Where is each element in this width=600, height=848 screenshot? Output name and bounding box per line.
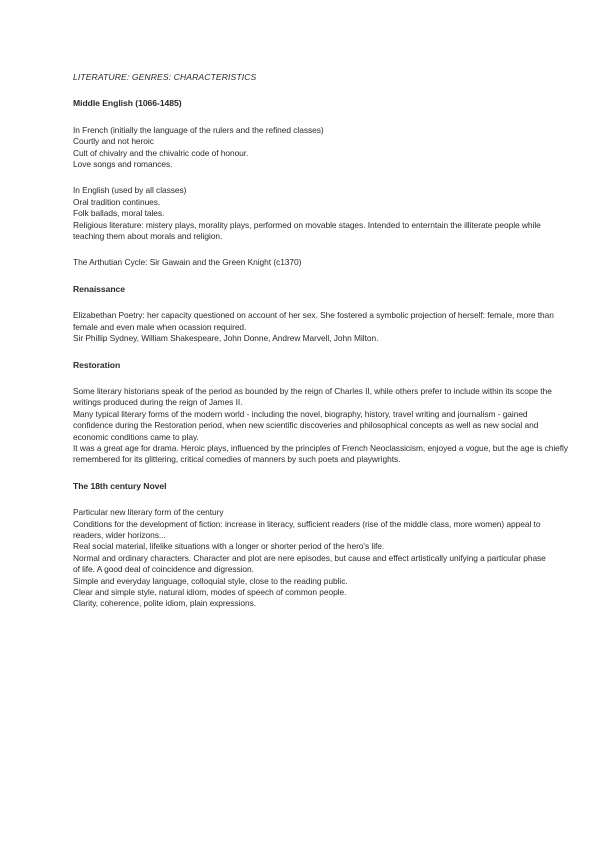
text-line: Sir Phillip Sydney, William Shakespeare, John Donne, Andrew Marvell, John Milton. xyxy=(73,333,379,344)
text-line: female and even male when ocassion required. xyxy=(73,321,247,332)
text-line: readers, wider horizons... xyxy=(73,529,166,540)
text-line: teaching them about morals and religion. xyxy=(73,231,223,242)
text-line: Religious literature: mistery plays, morality plays, performed on movable stages. Intended to enterntain the illiterate people while xyxy=(73,219,541,230)
text-line: Conditions for the development of fiction: increase in literacy, sufficient readers (rise of the middle class, more women) appeal to xyxy=(73,518,541,529)
section-heading: The 18th century Novel xyxy=(73,480,167,491)
section-heading: Middle English (1066-1485) xyxy=(73,98,182,109)
text-line: Particular new literary form of the century xyxy=(73,507,224,518)
paragraph xyxy=(73,257,533,268)
text-line: Simple and everyday language, colloquial style, close to the reading public. xyxy=(73,575,348,586)
text-line: Some literary historians speak of the period as bounded by the reign of Charles II, while others prefer to include within its scope the xyxy=(73,385,552,396)
text-line: Clarity, coherence, polite idiom, plain expressions. xyxy=(73,598,256,609)
text-line: In English (used by all classes) xyxy=(73,185,187,196)
text-line: economic conditions came to play. xyxy=(73,431,199,442)
document-title: LITERATURE: GENRES: CHARACTERISTICS xyxy=(73,72,257,82)
paragraph xyxy=(73,385,568,466)
text-line: Folk ballads, moral tales. xyxy=(73,208,165,219)
text-line: Elizabethan Poetry: her capacity questioned on account of her sex. She fostered a symbolic projection of herself: female, more than xyxy=(73,310,554,321)
section-heading: Renaissance xyxy=(73,283,125,294)
text-line: remembered for its glittering, critical comedies of manners by such poets and playwrights. xyxy=(73,454,401,465)
text-line: of life. A good deal of coincidence and digression. xyxy=(73,564,254,575)
text-line: It was a great age for drama. Heroic plays, influenced by the principles of French Neoclassicism, enjoyed a vogue, but the age is chiefly xyxy=(73,442,568,453)
paragraph xyxy=(73,185,541,242)
text-line: Courtly and not heroic xyxy=(73,136,154,147)
text-line: Oral tradition continues. xyxy=(73,196,161,207)
paragraph xyxy=(73,507,546,610)
paragraph xyxy=(73,125,533,171)
text-line: The Arthutian Cycle: Sir Gawain and the Green Knight (c1370) xyxy=(73,257,302,268)
text-line: Many typical literary forms of the modern world - including the novel, biography, history, travel writing and journalism - gained xyxy=(73,408,528,419)
text-line: Normal and ordinary characters. Character and plot are nere episodes, but cause and effect artistically unifying a particular phase xyxy=(73,552,546,563)
document-body xyxy=(73,72,568,625)
text-line: confidence during the Restoration period, when new scientific discoveries and philosophical concepts as well as new social and xyxy=(73,420,539,431)
text-line: In French (initially the language of the rulers and the refined classes) xyxy=(73,124,324,135)
text-line: Clear and simple style, natural idiom, modes of speech of common people. xyxy=(73,587,347,597)
text-line: Cult of chivalry and the chivalric code of honour. xyxy=(73,147,249,158)
section-heading: Restoration xyxy=(73,359,121,370)
paragraph xyxy=(73,310,554,344)
text-line: Love songs and romances. xyxy=(73,159,173,170)
text-line: writings produced during the reign of James II. xyxy=(73,397,243,408)
text-line: Real social material, lifelike situations with a longer or shorter period of the hero's life. xyxy=(73,541,385,552)
